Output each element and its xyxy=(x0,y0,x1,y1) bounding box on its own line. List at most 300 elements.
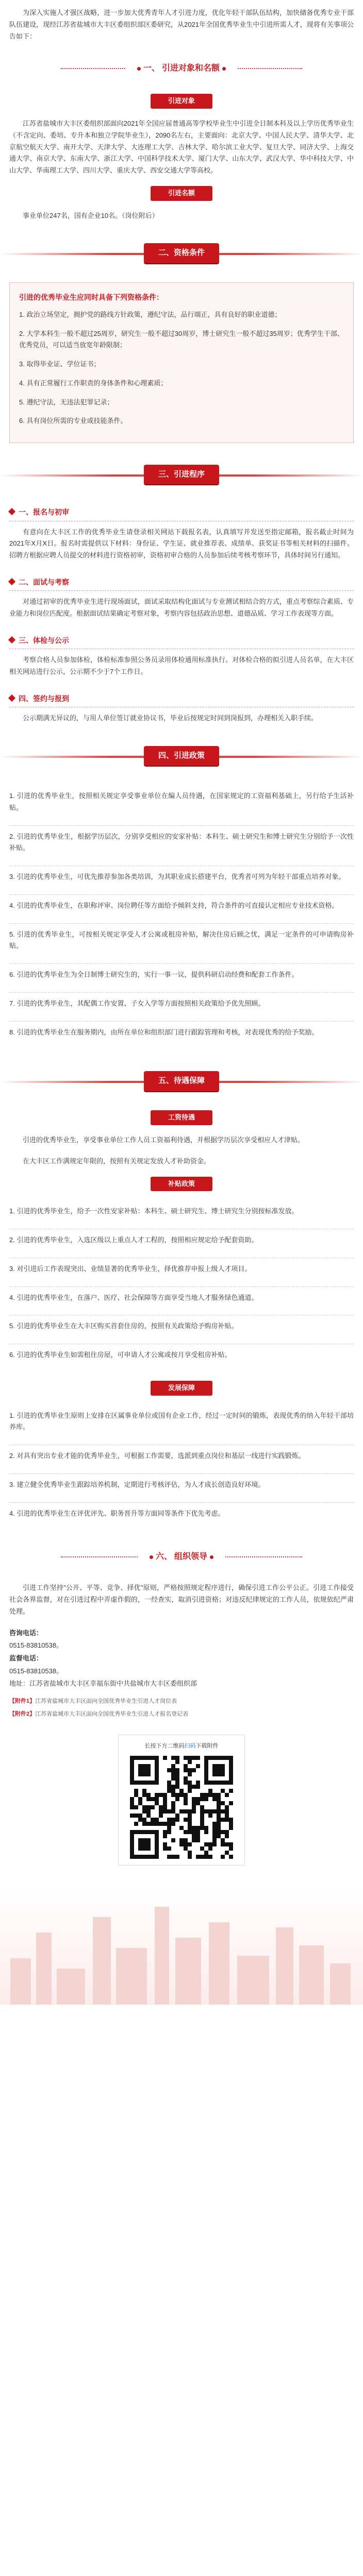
qr-module xyxy=(204,1772,208,1776)
qr-module xyxy=(167,1809,171,1814)
qr-module xyxy=(196,1756,200,1760)
qr-module xyxy=(204,1756,208,1760)
requirement-item: 5. 遵纪守法，无违法犯罪记录； xyxy=(19,398,114,406)
qr-module xyxy=(204,1826,208,1830)
qr-module xyxy=(217,1830,221,1834)
qr-module xyxy=(167,1830,171,1834)
qr-module xyxy=(225,1851,229,1855)
qr-module xyxy=(200,1814,204,1818)
qr-module xyxy=(188,1781,192,1785)
signing-paragraph: 公示期满无异议的，与用人单位签订就业协议书，毕业后按规定时间到岗报到，办理相关入职手续。 xyxy=(23,714,318,722)
qr-module xyxy=(225,1805,229,1809)
qr-module xyxy=(155,1834,159,1838)
qr-module xyxy=(175,1785,179,1789)
subheading-exam: 三、体检与公示 xyxy=(9,634,354,650)
qr-module xyxy=(179,1809,184,1814)
qr-module xyxy=(151,1818,155,1822)
qr-module xyxy=(221,1801,225,1805)
qr-module xyxy=(200,1797,204,1801)
qr-module xyxy=(130,1768,134,1772)
qr-module xyxy=(200,1855,204,1859)
qr-module xyxy=(200,1818,204,1822)
qr-module xyxy=(167,1781,171,1785)
requirement-item: 6. 具有岗位所需的专业或技能条件。 xyxy=(19,417,127,425)
growth-item: 2. 对具有突出专业才能的优秀毕业生，可根据工作需要，选派到重点岗位和基层一线进行实践锻炼。 xyxy=(9,1445,354,1474)
qr-module xyxy=(130,1772,134,1776)
qr-module xyxy=(163,1797,167,1801)
qr-module xyxy=(225,1756,229,1760)
qr-module xyxy=(134,1805,138,1809)
qr-module xyxy=(142,1846,146,1851)
qr-module xyxy=(221,1764,225,1768)
qr-module xyxy=(200,1805,204,1809)
qr-module xyxy=(221,1830,225,1834)
pill-target: 引进对象 xyxy=(151,94,212,109)
qr-module xyxy=(221,1842,225,1846)
qr-module xyxy=(175,1768,179,1772)
qr-module xyxy=(188,1818,192,1822)
qr-module xyxy=(200,1826,204,1830)
qr-module xyxy=(229,1826,233,1830)
qr-module xyxy=(146,1855,151,1859)
qr-module xyxy=(138,1814,142,1818)
qr-module xyxy=(155,1851,159,1855)
qr-module xyxy=(212,1834,217,1838)
qr-module xyxy=(146,1838,151,1842)
qr-module xyxy=(142,1809,146,1814)
qr-module xyxy=(225,1809,229,1814)
contact-block xyxy=(9,1627,354,1690)
footer-skyline-decoration xyxy=(0,1886,363,2005)
qr-module xyxy=(130,1834,134,1838)
qr-module xyxy=(134,1781,138,1785)
qr-module xyxy=(146,1781,151,1785)
qr-module xyxy=(188,1826,192,1830)
policy-item: 2. 引进的优秀毕业生，根据学历层次，分别享受相应的安家补贴：本科生、硕士研究生和博士研究生分别给予一次性补贴。 xyxy=(9,826,354,867)
qr-module xyxy=(138,1830,142,1834)
qr-module xyxy=(221,1809,225,1814)
contact-phone-2[interactable]: 0515-83810538。 xyxy=(9,1667,63,1675)
qr-module xyxy=(192,1756,196,1760)
qr-module xyxy=(151,1797,155,1801)
qr-module xyxy=(208,1781,212,1785)
qr-module xyxy=(142,1793,146,1797)
qr-module xyxy=(221,1756,225,1760)
policy-item: 8. 引进的优秀毕业生在服务期内，由所在单位和组织部门进行跟踪管理和考核，对表现优秀的给予奖励。 xyxy=(9,1028,319,1036)
qr-module xyxy=(229,1756,233,1760)
qr-module xyxy=(229,1760,233,1764)
pill-quota: 引进名额 xyxy=(151,186,212,201)
qr-module xyxy=(155,1822,159,1826)
qr-module xyxy=(179,1793,184,1797)
qr-module xyxy=(204,1760,208,1764)
qr-module xyxy=(221,1772,225,1776)
qr-module xyxy=(171,1772,175,1776)
qr-module xyxy=(146,1805,151,1809)
qr-module xyxy=(200,1822,204,1826)
qr-module xyxy=(155,1768,159,1772)
qr-module xyxy=(142,1789,146,1793)
qr-module xyxy=(217,1781,221,1785)
organization-paragraph: 引进工作坚持"公开、平等、竞争、择优"原则，严格按照规定程序进行，确保引进工作公平公正。引进工作接受社会各界监督，对在引进过程中弄虚作假的，一经查实，取消引进资格；对违反纪律规定的工作人员，依规依纪严肃处理。 xyxy=(9,1584,354,1615)
qr-module xyxy=(204,1851,208,1855)
requirement-item: 2. 大学本科生一般不超过25周岁，研究生一般不超过30周岁，博士研究生一般不超过35周岁；优秀学生干部、优秀党员，可以适当放宽年龄限制； xyxy=(19,329,344,349)
qr-module xyxy=(188,1809,192,1814)
qr-module xyxy=(192,1805,196,1809)
qr-module xyxy=(212,1830,217,1834)
qr-module xyxy=(142,1764,146,1768)
qr-module xyxy=(192,1801,196,1805)
qr-module xyxy=(188,1756,192,1760)
qr-module xyxy=(212,1793,217,1797)
qr-module xyxy=(130,1760,134,1764)
qr-module xyxy=(221,1838,225,1842)
qr-module xyxy=(196,1834,200,1838)
qr-module xyxy=(204,1830,208,1834)
qr-module xyxy=(134,1756,138,1760)
qr-module xyxy=(188,1772,192,1776)
qr-module xyxy=(163,1830,167,1834)
qr-module xyxy=(221,1768,225,1772)
qr-module xyxy=(217,1805,221,1809)
qr-module xyxy=(138,1768,142,1772)
qr-module xyxy=(212,1842,217,1846)
qr-module xyxy=(208,1855,212,1859)
qr-module xyxy=(155,1756,159,1760)
qr-module xyxy=(192,1826,196,1830)
qr-module xyxy=(184,1756,188,1760)
qr-module xyxy=(171,1768,175,1772)
salary-paragraph-2: 在大丰区工作满规定年限的，按照有关规定发放人才补助资金。 xyxy=(23,1157,211,1165)
qr-module xyxy=(188,1822,192,1826)
qr-module xyxy=(188,1760,192,1764)
qr-module xyxy=(225,1830,229,1834)
qr-module xyxy=(188,1855,192,1859)
qr-module xyxy=(192,1797,196,1801)
qr-module xyxy=(217,1793,221,1797)
growth-item: 3. 建立健全优秀毕业生跟踪培养机制，定期进行考核评估，为人才成长创造良好环境。 xyxy=(9,1474,354,1503)
qr-module xyxy=(179,1789,184,1793)
qr-module xyxy=(142,1781,146,1785)
qr-module xyxy=(142,1772,146,1776)
qr-module xyxy=(142,1830,146,1834)
qr-module xyxy=(138,1756,142,1760)
requirement-item: 1. 政治立场坚定，拥护党的路线方针政策，遵纪守法，品行端正，具有良好的职业道德； xyxy=(19,310,282,318)
qr-module xyxy=(130,1830,134,1834)
qr-module xyxy=(229,1789,233,1793)
qr-module xyxy=(229,1781,233,1785)
qr-card xyxy=(118,1735,245,1865)
qr-module xyxy=(184,1764,188,1768)
policy-item: 5. 引进的优秀毕业生，可按相关规定享受人才公寓或租房补贴，解决住房后顾之忧，满足一定条件的可申请购房补贴。 xyxy=(9,924,354,964)
qr-module xyxy=(204,1842,208,1846)
qr-module xyxy=(146,1846,151,1851)
qr-module xyxy=(229,1801,233,1805)
qr-module xyxy=(217,1768,221,1772)
qr-module xyxy=(192,1768,196,1772)
intro-paragraph: 为深入实施人才强区战略，进一步加大优秀青年人才引进力度，优化年轻干部队伍结构，加快储备优秀专业干部队伍建设，现经江苏省盐城市大丰区委组织部区委研究，从2021年全国优秀毕业生中引进所需人才，现将有关事项公告如下： xyxy=(9,9,354,40)
qr-module xyxy=(184,1842,188,1846)
qr-module xyxy=(163,1756,167,1760)
qr-module xyxy=(155,1797,159,1801)
qr-module xyxy=(159,1809,163,1814)
qr-module xyxy=(146,1814,151,1818)
qr-module xyxy=(184,1776,188,1781)
qr-module xyxy=(196,1797,200,1801)
section-heading-4: 四、引进政策 xyxy=(0,742,363,773)
qr-module xyxy=(221,1781,225,1785)
qr-module xyxy=(188,1768,192,1772)
qr-module xyxy=(184,1846,188,1851)
qr-module xyxy=(175,1814,179,1818)
qr-module xyxy=(151,1830,155,1834)
qr-module xyxy=(229,1818,233,1822)
qr-module xyxy=(196,1781,200,1785)
qr-module xyxy=(212,1809,217,1814)
qr-module xyxy=(212,1756,217,1760)
qr-module xyxy=(130,1776,134,1781)
policy-item: 1. 引进的优秀毕业生，按照相关规定享受事业单位在编人员待遇，在国家规定的工资福利基础上，另行给予生活补贴。 xyxy=(9,785,354,826)
qr-module xyxy=(212,1768,217,1772)
qr-module xyxy=(138,1842,142,1846)
qr-caption: 长按下方二维码扫码下载附件 xyxy=(144,1743,219,1750)
pill-growth: 发展保障 xyxy=(151,1381,212,1396)
qr-module xyxy=(163,1842,167,1846)
qr-module xyxy=(208,1809,212,1814)
contact-label-2: 监督电话： xyxy=(9,1654,43,1662)
qr-module xyxy=(229,1842,233,1846)
qr-module xyxy=(134,1830,138,1834)
qr-module xyxy=(192,1834,196,1838)
qr-module xyxy=(130,1781,134,1785)
qr-module xyxy=(146,1809,151,1814)
qr-module xyxy=(142,1838,146,1842)
qr-module xyxy=(217,1772,221,1776)
qr-module xyxy=(155,1818,159,1822)
requirement-item: 3. 取得毕业证、学位证书； xyxy=(19,360,101,368)
benefit-item: 2. 引进的优秀毕业生，入选区级以上重点人才工程的，按照相应规定给予配套资助。 xyxy=(9,1229,354,1258)
qr-module xyxy=(146,1756,151,1760)
qr-module xyxy=(212,1838,217,1842)
qr-module xyxy=(184,1809,188,1814)
qr-module xyxy=(175,1793,179,1797)
qr-module xyxy=(192,1785,196,1789)
qr-module xyxy=(217,1764,221,1768)
qr-module xyxy=(184,1838,188,1842)
qr-module xyxy=(142,1855,146,1859)
qr-module xyxy=(146,1764,151,1768)
qr-module xyxy=(212,1781,217,1785)
qr-module xyxy=(167,1818,171,1822)
benefit-item: 5. 引进的优秀毕业生在大丰区购买首套住房的，按照有关政策给予购房补贴。 xyxy=(9,1315,354,1344)
qr-module xyxy=(217,1756,221,1760)
qr-module xyxy=(200,1846,204,1851)
qr-module xyxy=(163,1793,167,1797)
qr-module xyxy=(171,1822,175,1826)
qr-module xyxy=(151,1805,155,1809)
qr-module xyxy=(196,1801,200,1805)
qr-module xyxy=(184,1830,188,1834)
qr-module xyxy=(155,1772,159,1776)
qr-module xyxy=(212,1826,217,1830)
qr-module xyxy=(138,1764,142,1768)
qr-code-image[interactable] xyxy=(130,1756,233,1859)
policy-item: 7. 引进的优秀毕业生，其配偶工作安置、子女入学等方面按照相关政策给予优先照顾。 xyxy=(9,993,354,1022)
qr-module xyxy=(192,1830,196,1834)
qr-module xyxy=(208,1756,212,1760)
quota-paragraph: 事业单位247名，国有企业10名。（岗位附后） xyxy=(23,211,159,219)
qr-module xyxy=(171,1756,175,1760)
qr-module xyxy=(155,1855,159,1859)
qr-module xyxy=(229,1776,233,1781)
qr-module xyxy=(212,1772,217,1776)
benefit-list xyxy=(9,1200,354,1372)
qr-module xyxy=(167,1855,171,1859)
qr-module xyxy=(142,1842,146,1846)
interview-paragraph: 对通过初审的优秀毕业生进行现场面试，面试采取结构化面试与专业测试相结合的方式，重点考察综合素质、专业能力和岗位匹配度。根据面试结果确定考察对象，考察内容包括政治思想、道德品质、学习工作表现等方面。 xyxy=(9,598,354,617)
qr-module xyxy=(171,1838,175,1842)
qr-module xyxy=(175,1781,179,1785)
qr-module xyxy=(196,1764,200,1768)
qr-module xyxy=(159,1793,163,1797)
qr-module xyxy=(184,1797,188,1801)
qr-module xyxy=(146,1797,151,1801)
qr-module xyxy=(138,1797,142,1801)
qr-module xyxy=(179,1838,184,1842)
qr-module xyxy=(155,1838,159,1842)
qr-module xyxy=(171,1809,175,1814)
section-heading-6: 六、 组织领导 xyxy=(0,1545,363,1569)
qr-module xyxy=(167,1822,171,1826)
qr-module xyxy=(225,1781,229,1785)
qr-module xyxy=(204,1781,208,1785)
qr-module xyxy=(184,1768,188,1772)
qr-module xyxy=(175,1797,179,1801)
qr-module xyxy=(146,1830,151,1834)
qr-module xyxy=(204,1797,208,1801)
qr-module xyxy=(208,1814,212,1818)
qr-module xyxy=(196,1838,200,1842)
exam-paragraph: 考察合格人员参加体检，体检标准参照公务员录用体检通用标准执行。对体检合格的拟引进人员名单，在大丰区相关网站进行公示，公示期不少于7个工作日。 xyxy=(9,656,354,675)
qr-module xyxy=(130,1851,134,1855)
qr-module xyxy=(163,1801,167,1805)
qr-module xyxy=(134,1789,138,1793)
qr-module xyxy=(229,1764,233,1768)
qr-module xyxy=(151,1822,155,1826)
qr-module xyxy=(134,1814,138,1818)
pill-subsidy: 补贴政策 xyxy=(151,1177,212,1192)
qr-module xyxy=(188,1851,192,1855)
qr-module xyxy=(155,1801,159,1805)
attachment-ref-2[interactable]: 【附件2】江苏省盐城市大丰区面向全国优秀毕业生引进人才报名登记表 xyxy=(9,1711,189,1718)
qr-module xyxy=(155,1793,159,1797)
attachment-ref-1[interactable]: 【附件1】江苏省盐城市大丰区面向全国优秀毕业生引进人才岗位表 xyxy=(9,1698,177,1704)
benefit-item: 6. 引进的优秀毕业生如需租住房屋，可申请人才公寓或按月享受租房补贴。 xyxy=(9,1351,232,1359)
qr-module xyxy=(138,1801,142,1805)
target-paragraph: 江苏省盐城市大丰区委组织部面向2021年全国应届普通高等学校毕业生中引进全日制本科及以上学历优秀毕业生（不含定向、委培、专升本和独立学院毕业生），2090名左右，主要面向：北京大学、中国人民大学、清华大学、北京航空航天大学、南开大学、天津大学、大连理工大学、吉林大学、哈尔滨工业大学、复旦大学、同济大学、上海交通大学、南京大学、东南大学、浙江大学、中国科学技术大学、厦门大学、山东大学、武汉大学、华中科技大学、中山大学、华南理工大学、四川大学、重庆大学、西安交通大学等高校。 xyxy=(9,120,354,174)
qr-module xyxy=(179,1842,184,1846)
policy-item: 4. 引进的优秀毕业生，在职称评审、岗位聘任等方面给予倾斜支持，符合条件的可直接认定相应专业技术资格。 xyxy=(9,895,354,924)
qr-module xyxy=(184,1793,188,1797)
qr-module xyxy=(159,1814,163,1818)
qr-module xyxy=(175,1772,179,1776)
qr-module xyxy=(229,1768,233,1772)
benefit-item: 4. 引进的优秀毕业生，在落户、医疗、社会保障等方面享受当地人才服务绿色通道。 xyxy=(9,1287,354,1316)
qr-module xyxy=(167,1789,171,1793)
subheading-interview: 二、面试与考察 xyxy=(9,576,354,591)
qr-module xyxy=(163,1805,167,1809)
qr-module xyxy=(175,1855,179,1859)
qr-module xyxy=(217,1834,221,1838)
qr-module xyxy=(221,1789,225,1793)
qr-module xyxy=(130,1855,134,1859)
qr-module xyxy=(163,1809,167,1814)
qr-module xyxy=(142,1818,146,1822)
qr-module xyxy=(159,1822,163,1826)
article xyxy=(0,7,363,2005)
qr-module xyxy=(217,1797,221,1801)
qr-module xyxy=(229,1846,233,1851)
qr-module xyxy=(225,1814,229,1818)
qr-module xyxy=(167,1768,171,1772)
qr-module xyxy=(130,1842,134,1846)
qr-module xyxy=(130,1764,134,1768)
qr-module xyxy=(192,1838,196,1842)
growth-item: 4. 引进的优秀毕业生在评优评先、职务晋升等方面同等条件下优先考虑。 xyxy=(9,1509,225,1517)
section-heading-5: 五、待遇保障 xyxy=(0,1067,363,1098)
qr-module xyxy=(130,1756,134,1760)
qr-module xyxy=(130,1846,134,1851)
qr-module xyxy=(171,1789,175,1793)
contact-phone-1[interactable]: 0515-83810538。 xyxy=(9,1641,63,1650)
qr-module xyxy=(204,1855,208,1859)
qr-module xyxy=(155,1846,159,1851)
qr-module xyxy=(217,1801,221,1805)
qr-module xyxy=(204,1768,208,1772)
section-heading-3: 三、引进程序 xyxy=(0,461,363,492)
qr-module xyxy=(229,1822,233,1826)
qr-module xyxy=(184,1781,188,1785)
contact-label-1: 咨询电话： xyxy=(9,1629,43,1637)
qr-module xyxy=(146,1768,151,1772)
qr-module xyxy=(146,1772,151,1776)
qr-module xyxy=(217,1822,221,1826)
qr-module xyxy=(134,1822,138,1826)
qr-module xyxy=(163,1834,167,1838)
qr-module xyxy=(212,1822,217,1826)
qr-module xyxy=(146,1822,151,1826)
qr-module xyxy=(142,1822,146,1826)
qr-module xyxy=(155,1764,159,1768)
qr-module xyxy=(155,1830,159,1834)
qr-module xyxy=(196,1855,200,1859)
qr-module xyxy=(130,1838,134,1842)
qr-module xyxy=(196,1830,200,1834)
qr-module xyxy=(188,1830,192,1834)
qr-module xyxy=(192,1809,196,1814)
qr-module xyxy=(225,1818,229,1822)
qr-module xyxy=(200,1809,204,1814)
qr-module xyxy=(217,1809,221,1814)
section-heading-1: 一、 引进对象和名额 xyxy=(0,57,363,80)
qr-module xyxy=(151,1781,155,1785)
qr-module xyxy=(208,1789,212,1793)
policy-item: 3. 引进的优秀毕业生，可优先推荐参加各类培训，为其职业成长搭建平台，优秀者可列为年轻干部重点培养对象。 xyxy=(9,866,354,895)
qr-module xyxy=(204,1809,208,1814)
qr-module xyxy=(167,1785,171,1789)
qr-module xyxy=(184,1818,188,1822)
qr-module xyxy=(221,1855,225,1859)
